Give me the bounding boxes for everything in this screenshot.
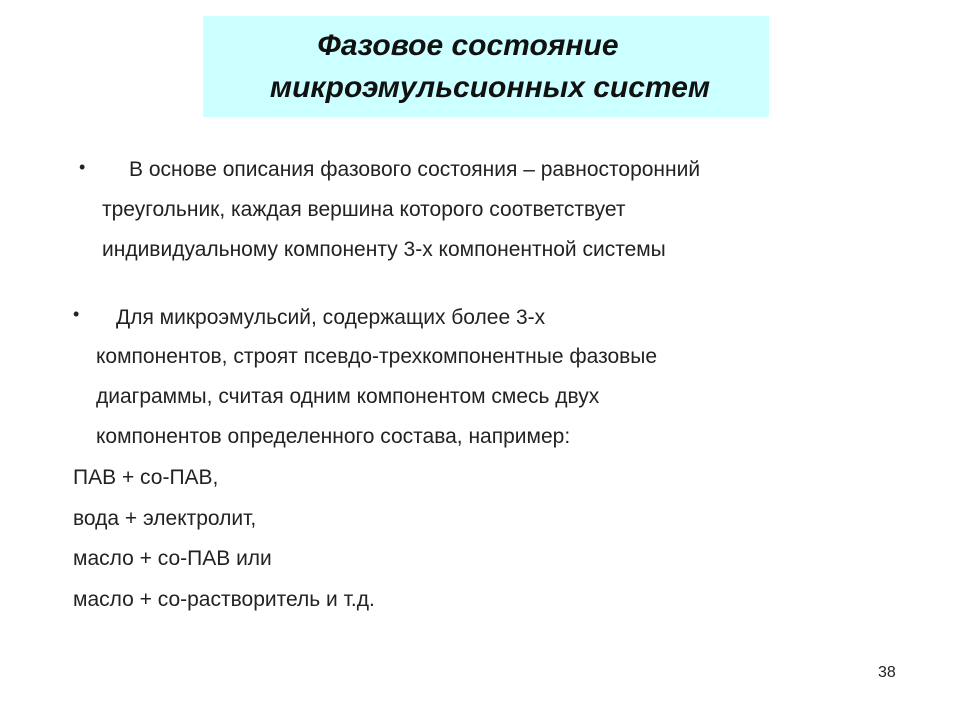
bullet-2-line-1: Для микроэмульсий, содержащих более 3-х [116,306,546,329]
bullet-2-line-4: компонентов определенного состава, например: [96,425,571,448]
bullet-2-line-3: диаграммы, считая одним компонентом смесь двух [96,385,600,408]
example-line-2: вода + электролит, [73,507,257,530]
bullet-icon: • [79,157,86,177]
page-number: 38 [878,664,896,681]
bullet-1-line-1: В основе описания фазового состояния – равносторонний [129,158,701,181]
slide-title-line-2: микроэмульсионных систем [269,70,711,104]
example-line-4: масло + со-растворитель и т.д. [73,588,375,611]
slide-title-line-1: Фазовое состояние [317,28,619,62]
example-line-1: ПАВ + со-ПАВ, [73,466,219,489]
example-line-3: масло + со-ПАВ или [73,547,272,570]
bullet-2-line-2: компонентов, строят псевдо-трехкомпонентные фазовые [96,345,658,368]
bullet-1-line-3: индивидуальному компоненту 3-х компонентной системы [102,238,666,261]
bullet-1-line-2: треугольник, каждая вершина которого соответствует [102,198,626,221]
bullet-icon: • [73,304,80,324]
title-box [203,16,769,117]
